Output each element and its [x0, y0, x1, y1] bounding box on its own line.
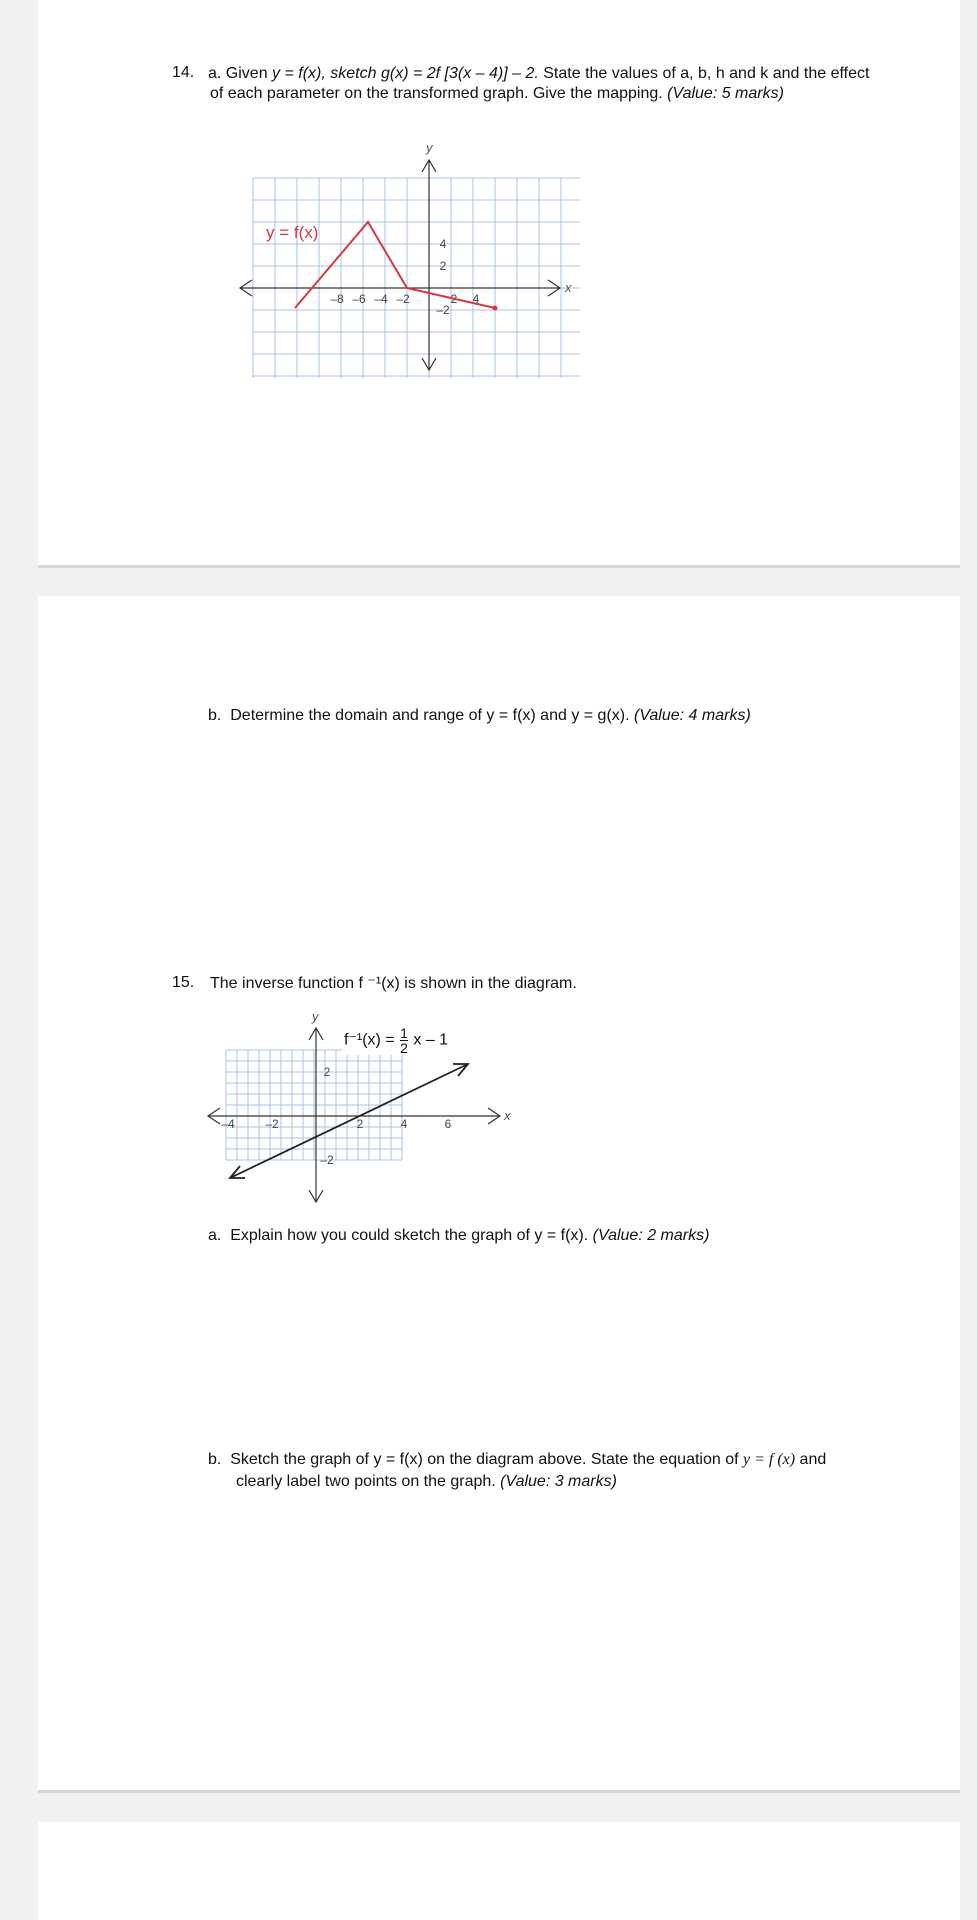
graph1-tick-label: –8: [330, 292, 344, 306]
graph1-tick-label: 2: [439, 259, 447, 273]
graph2-tick-label: 6: [444, 1117, 452, 1131]
question-15a: [208, 1226, 928, 1246]
q15b-label: b.: [208, 1451, 222, 1468]
graph2-tick-label: –4: [221, 1117, 235, 1131]
graph2-frac-den: 2: [400, 1040, 408, 1056]
q14a-line2: of each parameter on the transformed graph. Give the mapping.: [210, 85, 668, 102]
graph1-curve: [295, 222, 495, 308]
question-15b: [208, 1450, 938, 1470]
graph1-tick-label: –6: [352, 292, 366, 306]
graph1-tick-label: 4: [472, 292, 480, 306]
question-14a-line2: [210, 84, 930, 104]
graph1-tick-label: 2: [450, 292, 458, 306]
q15a-value: (Value: 2 marks): [592, 1227, 710, 1244]
question-14b: [208, 706, 928, 726]
q14b-text: Determine the domain and range of y = f(x) and y = g(x).: [230, 707, 634, 724]
graph2-curve-label: [342, 1026, 450, 1055]
graph2-label-lhs: f⁻¹(x) =: [344, 1031, 395, 1049]
q14b-label: b.: [208, 707, 222, 724]
graph2-frac-num: 1: [400, 1025, 408, 1041]
graph2-tick-label: 2: [356, 1117, 364, 1131]
graph2-grid: [226, 1050, 402, 1160]
graph2-x-label: x: [504, 1108, 511, 1123]
q14a-line1-rest: State the values of a, b, h and k and the effect: [538, 65, 870, 82]
graph2-tick-label: 4: [400, 1117, 408, 1131]
graph1-curve-label: y = f(x): [266, 223, 319, 242]
q15b-line2: clearly label two points on the graph.: [236, 1473, 501, 1490]
q15a-label: a.: [208, 1227, 222, 1244]
question-14-number: 14.: [172, 64, 195, 81]
q15b-equation: y = f (x): [743, 1451, 796, 1468]
question-15-number: 15.: [172, 974, 195, 991]
graph2-y-label: y: [312, 1009, 319, 1024]
q15b-value: (Value: 3 marks): [500, 1473, 617, 1490]
graph1-endpoint: [493, 306, 498, 311]
graph-f-of-x: [230, 138, 580, 378]
graph2-label-rhs: x – 1: [413, 1031, 449, 1049]
q14b-value: (Value: 4 marks): [634, 707, 751, 724]
graph1-y-label: y: [426, 140, 433, 155]
graph1-tick-labels: [330, 237, 479, 317]
q14a-label: a.: [208, 65, 222, 82]
question-14a: [208, 64, 928, 84]
graph2-tick-label: 2: [323, 1065, 331, 1079]
graph1-tick-label: 4: [439, 237, 447, 251]
graph1-tick-label: –2: [396, 292, 410, 306]
graph2-tick-label: –2: [265, 1117, 279, 1131]
graph1-tick-label: –2: [436, 303, 450, 317]
q14a-equation: y = f(x), sketch g(x) = 2f [3(x – 4)] – 2.: [272, 65, 539, 82]
q14a-intro: Given: [225, 65, 273, 82]
page-3: [38, 1822, 960, 1920]
q15b-line1-end: and: [795, 1451, 827, 1468]
graph1-x-label: x: [565, 280, 572, 295]
question-15-intro: The inverse function f ⁻¹(x) is shown in the diagram.: [210, 975, 577, 992]
graph2-label-fraction: [400, 1026, 408, 1055]
graph2-tick-label: –2: [320, 1153, 334, 1167]
q15a-text: Explain how you could sketch the graph of y = f(x).: [230, 1227, 593, 1244]
graph1-tick-label: –4: [374, 292, 388, 306]
question-15b-line2: [236, 1472, 956, 1492]
q15b-line1: Sketch the graph of y = f(x) on the diagram above. State the equation of: [230, 1451, 743, 1468]
graph1-grid: [253, 178, 580, 378]
q14a-value: (Value: 5 marks): [667, 85, 784, 102]
